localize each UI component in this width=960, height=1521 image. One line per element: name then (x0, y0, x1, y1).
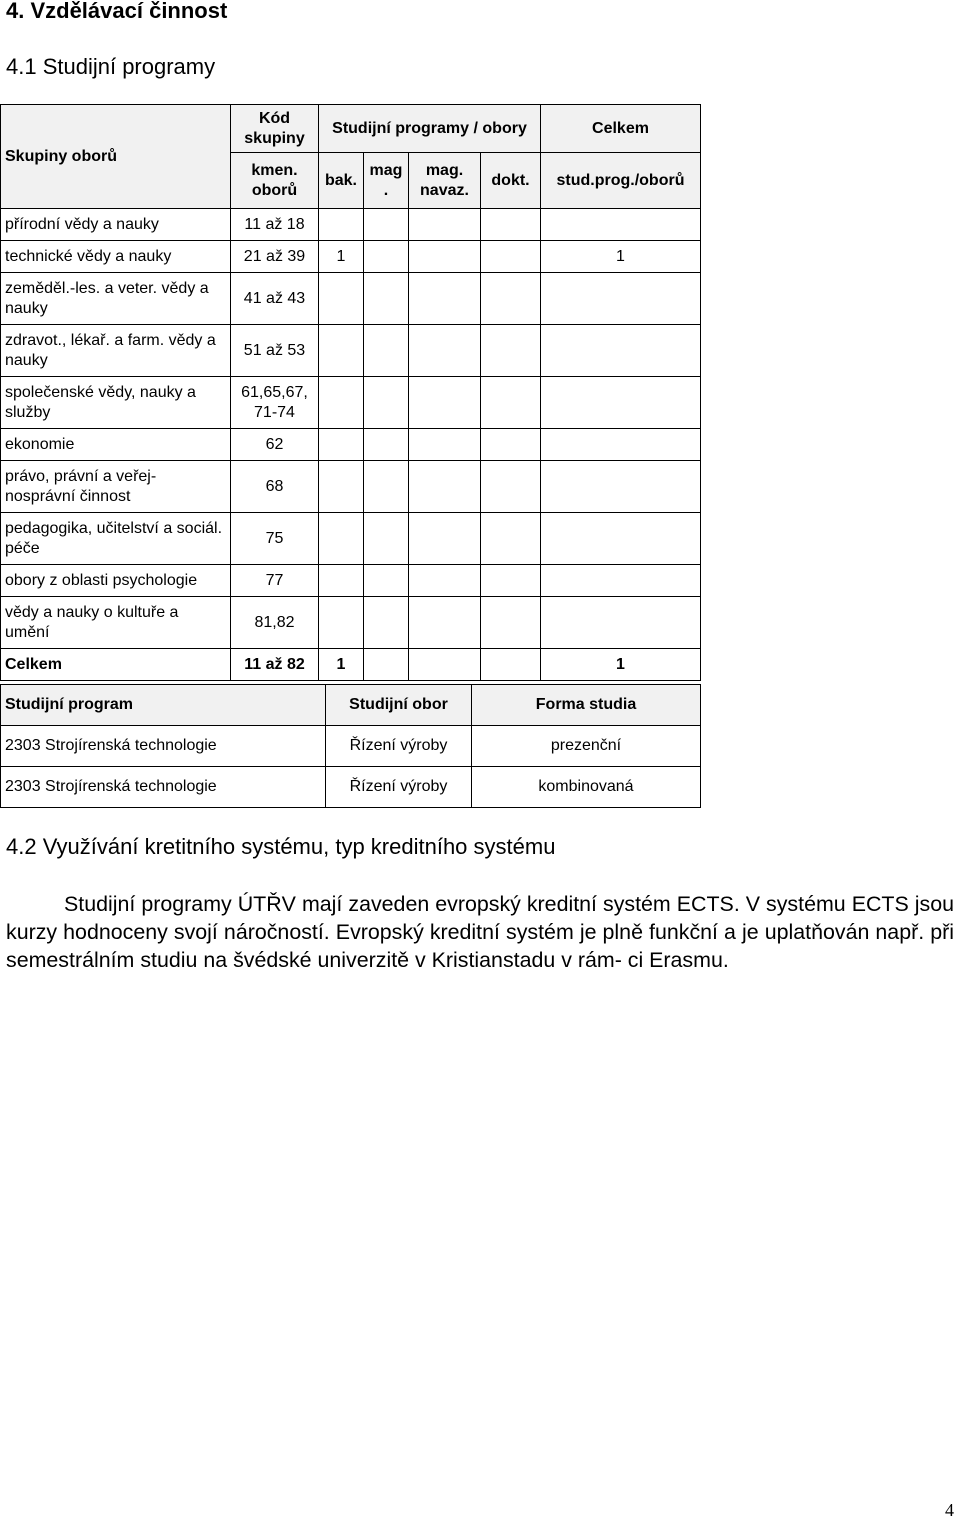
group-code-cell: 81,82 (231, 597, 319, 649)
dokt-cell (481, 377, 541, 429)
section-heading-4-1: 4.1 Studijní programy (6, 54, 216, 79)
table-row (1, 273, 701, 325)
mag-navaz-cell (409, 377, 481, 429)
bak-cell (319, 565, 364, 597)
dokt-cell (481, 461, 541, 513)
dokt-cell (481, 273, 541, 325)
obor-cell: Řízení výroby (326, 767, 472, 808)
group-code-cell: 61,65,67, 71-74 (231, 377, 319, 429)
group-code-cell: 75 (231, 513, 319, 565)
bak-cell (319, 325, 364, 377)
table-row (1, 726, 701, 767)
header-program: Studijní program (1, 685, 326, 726)
study-forms-table (0, 684, 701, 808)
mag-cell (364, 429, 409, 461)
mag-navaz-cell (409, 565, 481, 597)
dokt-cell (481, 241, 541, 273)
ects-paragraph (6, 890, 954, 974)
group-code-cell: 21 až 39 (231, 241, 319, 273)
total-cell (541, 273, 701, 325)
header-programy: Studijní programy / obory (319, 105, 541, 153)
group-name-cell: zeměděl.-les. a veter. vědy a nauky (1, 273, 231, 325)
mag-navaz-cell (409, 241, 481, 273)
total-row-code: 11 až 82 (231, 649, 319, 681)
table-row (1, 461, 701, 513)
section-heading-4-2: 4.2 Využívání kretitního systému, typ kreditního systému (6, 834, 556, 859)
mag-navaz-cell (409, 273, 481, 325)
mag-navaz-cell (409, 429, 481, 461)
table-row (1, 513, 701, 565)
mag-navaz-cell (409, 597, 481, 649)
group-code-cell: 41 až 43 (231, 273, 319, 325)
table-row (1, 209, 701, 241)
group-name-cell: pedagogika, učitelství a sociál. péče (1, 513, 231, 565)
group-name-cell: právo, právní a veřej- nosprávní činnost (1, 461, 231, 513)
total-cell (541, 461, 701, 513)
bak-cell (319, 597, 364, 649)
mag-cell (364, 273, 409, 325)
header-dokt: dokt. (481, 153, 541, 209)
header-skupiny: Skupiny oborů (1, 105, 231, 209)
total-row-label: Celkem (1, 649, 231, 681)
header-mag: mag . (364, 153, 409, 209)
total-cell (541, 429, 701, 461)
group-code-cell: 51 až 53 (231, 325, 319, 377)
page-number: 4 (945, 1500, 954, 1520)
table-row (1, 767, 701, 808)
mag-navaz-cell (409, 513, 481, 565)
dokt-cell (481, 209, 541, 241)
bak-cell (319, 273, 364, 325)
chapter-heading: 4. Vzdělávací činnost (6, 0, 228, 23)
total-cell: 1 (541, 241, 701, 273)
forma-cell: kombinovaná (472, 767, 701, 808)
bak-cell (319, 513, 364, 565)
group-code-cell: 77 (231, 565, 319, 597)
group-name-cell: obory z oblasti psychologie (1, 565, 231, 597)
table-row (1, 429, 701, 461)
group-name-cell: společenské vědy, nauky a služby (1, 377, 231, 429)
table-row (1, 325, 701, 377)
header-kod-skupiny: Kód skupiny (231, 105, 319, 153)
mag-cell (364, 325, 409, 377)
total-row-mag (364, 649, 409, 681)
mag-navaz-cell (409, 461, 481, 513)
mag-cell (364, 461, 409, 513)
table-row (1, 597, 701, 649)
header-kmen-oboru: kmen. oborů (231, 153, 319, 209)
group-code-cell: 62 (231, 429, 319, 461)
mag-cell (364, 597, 409, 649)
group-name-cell: vědy a nauky o kultuře a umění (1, 597, 231, 649)
group-name-cell: zdravot., lékař. a farm. vědy a nauky (1, 325, 231, 377)
group-code-cell: 11 až 18 (231, 209, 319, 241)
bak-cell (319, 209, 364, 241)
bak-cell (319, 461, 364, 513)
header-obor: Studijní obor (326, 685, 472, 726)
total-cell (541, 325, 701, 377)
total-row-dokt (481, 649, 541, 681)
header-stud-prog: stud.prog./oborů (541, 153, 701, 209)
dokt-cell (481, 565, 541, 597)
group-name-cell: přírodní vědy a nauky (1, 209, 231, 241)
header-bak: bak. (319, 153, 364, 209)
total-row-bak: 1 (319, 649, 364, 681)
header-forma: Forma studia (472, 685, 701, 726)
mag-cell (364, 209, 409, 241)
dokt-cell (481, 597, 541, 649)
dokt-cell (481, 513, 541, 565)
header-mag-navaz: mag. navaz. (409, 153, 481, 209)
table-row (1, 241, 701, 273)
program-cell: 2303 Strojírenská technologie (1, 767, 326, 808)
bak-cell (319, 377, 364, 429)
paragraph-text: Studijní programy ÚTŘV mají zaveden evropský kreditní systém ECTS. V systému ECTS jsou kurzy hodnoceny svojí náročností. Evropský kreditní systém je plně funkční a je uplatňován např. při semestrálním studiu na švédské univerzitě v Kristianstadu v rám- ci Erasmu. (6, 892, 954, 972)
mag-cell (364, 513, 409, 565)
total-cell (541, 597, 701, 649)
forma-cell: prezenční (472, 726, 701, 767)
group-name-cell: ekonomie (1, 429, 231, 461)
dokt-cell (481, 429, 541, 461)
total-cell (541, 209, 701, 241)
dokt-cell (481, 325, 541, 377)
obor-cell: Řízení výroby (326, 726, 472, 767)
group-name-cell: technické vědy a nauky (1, 241, 231, 273)
table-row (1, 377, 701, 429)
mag-navaz-cell (409, 209, 481, 241)
mag-navaz-cell (409, 325, 481, 377)
table-row (1, 565, 701, 597)
group-code-cell: 68 (231, 461, 319, 513)
bak-cell: 1 (319, 241, 364, 273)
total-cell (541, 565, 701, 597)
mag-cell (364, 565, 409, 597)
study-programs-table (0, 104, 701, 681)
mag-cell (364, 377, 409, 429)
total-cell (541, 377, 701, 429)
mag-cell (364, 241, 409, 273)
program-cell: 2303 Strojírenská technologie (1, 726, 326, 767)
bak-cell (319, 429, 364, 461)
total-row-total: 1 (541, 649, 701, 681)
header-celkem: Celkem (541, 105, 701, 153)
total-row-navaz (409, 649, 481, 681)
total-cell (541, 513, 701, 565)
